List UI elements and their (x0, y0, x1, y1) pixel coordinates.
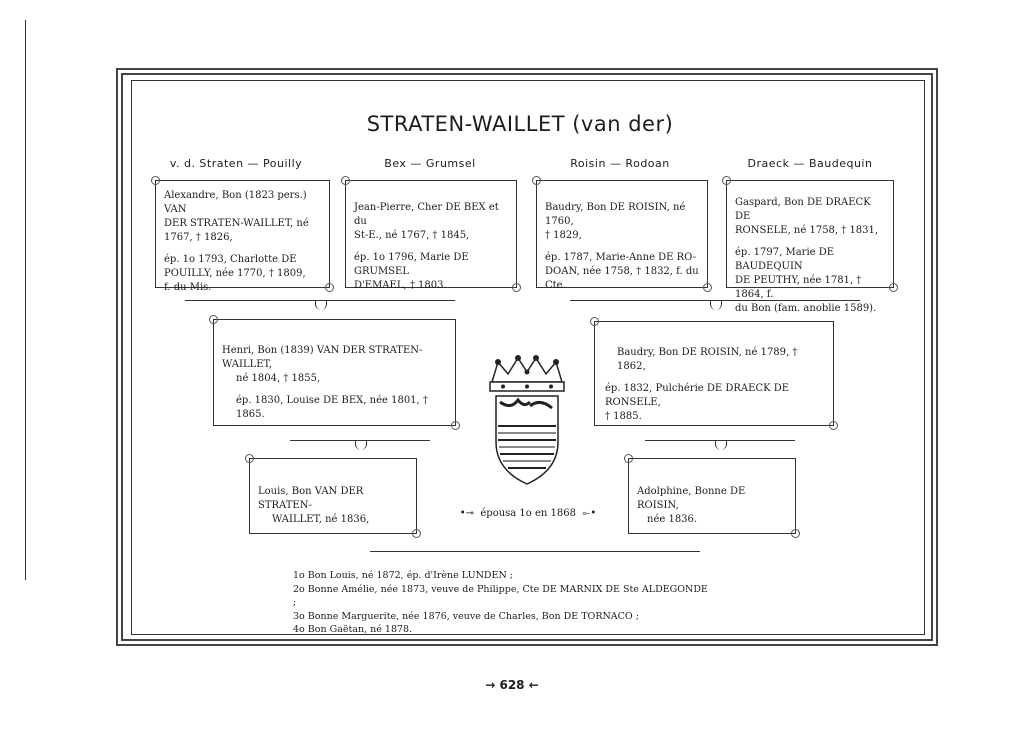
entry-line: f. du Mis. (164, 282, 212, 293)
entry-line: du Bon (fam. anoblie 1589). (735, 303, 877, 314)
entry-line: DE PEUTHY, née 1781, † 1864, f. (735, 275, 862, 300)
grandparent-box-straten (155, 180, 330, 293)
entry-line: née 1836. (647, 514, 698, 525)
grandparent-box-roisin (536, 180, 708, 291)
page-number (462, 678, 562, 692)
entry-line: 1767, † 1826, (164, 232, 233, 243)
column-header-draeck-baudequin: Draeck — Baudequin (747, 157, 873, 170)
column-header-straten-pouilly: v. d. Straten — Pouilly (169, 157, 303, 170)
entry-line: Henri, Bon (1839) VAN DER STRATEN-WAILLET, (222, 345, 423, 370)
lineage-connector (290, 440, 430, 451)
entry-line: RONSELE, né 1758, † 1831, (735, 225, 879, 236)
entry-line: ép. 1832, Pulchérie DE DRAECK DE RONSELE, (605, 383, 790, 408)
entry-line: ép. 1o 1796, Marie DE GRUMSEL (354, 252, 469, 277)
entry-line: DOAN, née 1758, † 1832, f. du Cte. (545, 266, 699, 291)
entry-line: ép. 1787, Marie-Anne DE RO- (545, 252, 697, 263)
entry-line: Louis, Bon VAN DER STRATEN- (258, 486, 364, 511)
page-title: STRATEN-WAILLET (van der) (366, 112, 674, 136)
entry-line: Alexandre, Bon (1823 pers.) VAN (164, 190, 307, 215)
wife-box (628, 458, 796, 534)
grandparent-box-draeck (726, 180, 894, 314)
entry-line: ép. 1830, Louise DE BEX, née 1801, † 1865. (236, 395, 428, 420)
entry-line: Jean-Pierre, Cher DE BEX et du (354, 202, 499, 227)
entry-line: WAILLET, né 1836, (272, 514, 370, 525)
marriage-text: épousa 1o en 1868 (480, 508, 576, 519)
ornament-right-icon: ← (528, 678, 539, 692)
coat-of-arms-icon (478, 350, 576, 488)
entry-line: DER STRATEN-WAILLET, né (164, 218, 309, 229)
binding-edge-line (25, 20, 26, 580)
list-item: 3o Bonne Marguerite, née 1876, veuve de Charles, Bon DE TORNACO ; (293, 610, 639, 622)
ornament-right-icon: ⟜• (582, 508, 597, 519)
marriage-note (448, 508, 608, 519)
entry-line: D'EMAEL, † 1803. (354, 280, 447, 291)
entry-line: Baudry, Bon DE ROISIN, né 1760, (545, 202, 686, 227)
entry-line: † 1885. (605, 411, 642, 422)
parent-box-van-der-straten (213, 319, 456, 426)
column-header-bex-grumsel: Bex — Grumsel (384, 157, 476, 170)
lineage-connector (645, 440, 795, 451)
entry-line: ép. 1o 1793, Charlotte DE (164, 254, 297, 265)
list-item: 2o Bonne Amélie, née 1873, veuve de Philippe, Cte DE MARNIX DE Ste ALDEGONDE ; (293, 583, 708, 608)
entry-line: St-E., né 1767, † 1845, (354, 230, 470, 241)
entry-line: ép. 1797, Marie DE BAUDEQUIN (735, 247, 835, 272)
ornament-left-icon: •⊸ (459, 508, 475, 519)
husband-box (249, 458, 417, 534)
ornament-left-icon: → (485, 678, 496, 692)
entry-line: † 1829, (545, 230, 582, 241)
page-number-value: 628 (499, 678, 525, 692)
list-item: 1o Bon Louis, né 1872, ép. d'Irène LUNDEN ; (293, 570, 514, 581)
entry-line: né 1804, † 1855, (236, 373, 321, 384)
parent-box-de-roisin (594, 321, 834, 426)
lineage-connector (185, 300, 455, 311)
children-list (293, 569, 713, 637)
entry-line: Gaspard, Bon DE DRAECK DE (735, 197, 871, 222)
children-divider (370, 551, 700, 552)
entry-line: Baudry, Bon DE ROISIN, né 1789, † 1862, (617, 347, 798, 372)
entry-line: Adolphine, Bonne DE ROISIN, (637, 486, 746, 511)
list-item: 4o Bon Gaëtan, né 1878. (293, 624, 413, 635)
entry-line: POUILLY, née 1770, † 1809, (164, 268, 306, 279)
column-header-roisin-rodoan: Roisin — Rodoan (570, 157, 670, 170)
lineage-connector (570, 300, 860, 311)
grandparent-box-bex (345, 180, 517, 291)
